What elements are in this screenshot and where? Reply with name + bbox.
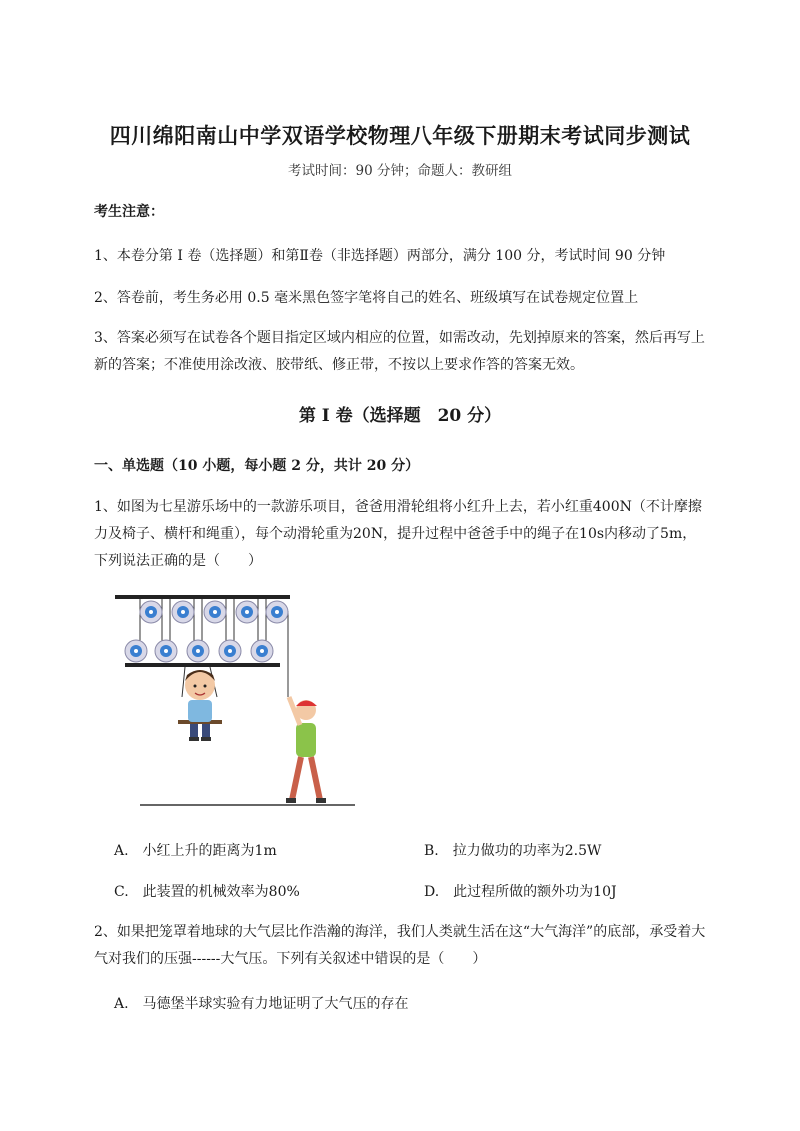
notice-item-3: 3、答案必须写在试卷各个题目指定区域内相应的位置，如需改动，先划掉原来的答案，然后再写上新的答案；不准使用涂改液、胶带纸、修正带，不按以上要求作答的答案无效。: [94, 330, 705, 373]
father-figure: [286, 697, 326, 803]
section-title: 第 I 卷（选择题 20 分）: [298, 406, 502, 426]
q1-option-c[interactable]: C. 此装置的机械效率为80%: [114, 884, 300, 900]
top-beam: [115, 595, 290, 599]
child-on-swing: [178, 670, 222, 741]
exam-info: 考试时间：90 分钟；命题人：教研组: [288, 163, 512, 179]
movable-beam: [125, 663, 280, 667]
notice-item-1: 1、本卷分第 I 卷（选择题）和第Ⅱ卷（非选择题）两部分，满分 100 分，考试时间 90 分钟: [94, 248, 666, 264]
question-2-stem: 2、如果把笼罩着地球的大气层比作浩瀚的海洋，我们人类就生活在这“大气海洋”的底部，承受着大气对我们的压强------大气压。下列有关叙述中错误的是（ ）: [94, 924, 706, 967]
q2-option-a[interactable]: A. 马德堡半球实验有力地证明了大气压的存在: [114, 996, 409, 1012]
movable-pulleys: [125, 640, 273, 662]
notice-heading: 考生注意：: [94, 204, 164, 220]
q1-option-b[interactable]: B. 拉力做功的功率为2.5W: [424, 843, 602, 859]
question-1-stem: 1、如图为七星游乐场中的一款游乐项目，爸爸用滑轮组将小红升上去，若小红重400N（不计摩擦力及椅子、横杆和绳重），每个动滑轮重为20N，提升过程中爸爸手中的绳子在10s内移动了5m，下列说法正确的是（ ）: [94, 499, 702, 569]
page-title: 四川绵阳南山中学双语学校物理八年级下册期末考试同步测试: [109, 123, 691, 148]
notice-item-2: 2、答卷前，考生务必用 0.5 毫米黑色签字笔将自己的姓名、班级填写在试卷规定位置上: [94, 290, 639, 306]
pulley-illustration: [110, 585, 360, 815]
q1-option-d[interactable]: D. 此过程所做的额外功为10J: [424, 884, 617, 900]
question-group-heading: 一、单选题（10 小题，每小题 2 分，共计 20 分）: [94, 458, 420, 474]
q1-option-a[interactable]: A. 小红上升的距离为1m: [114, 843, 277, 859]
